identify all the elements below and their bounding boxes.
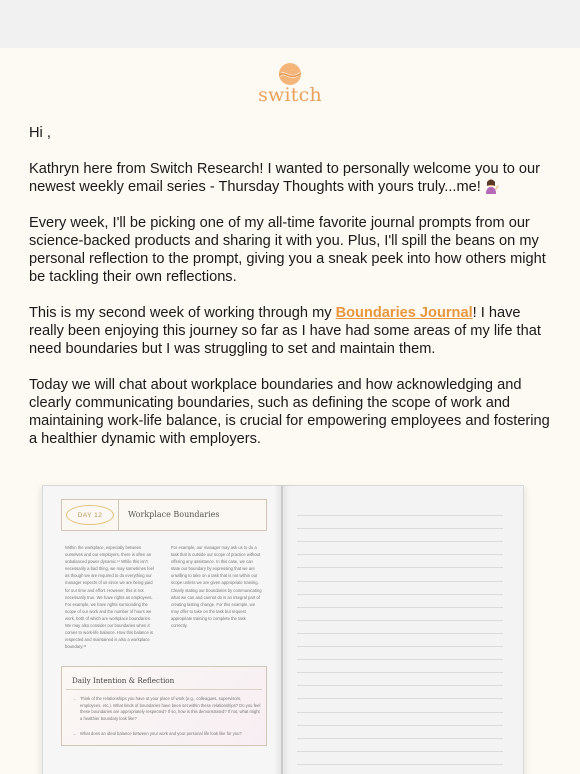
ruled-line	[297, 621, 503, 634]
email-body	[0, 48, 580, 774]
journal-spine	[274, 485, 290, 774]
email-text	[29, 124, 553, 466]
brand-name: switch	[258, 84, 322, 106]
ruled-line	[297, 582, 503, 595]
paragraph-journal	[29, 304, 553, 358]
ruled-line	[297, 726, 503, 739]
arrow-icon: →	[72, 696, 77, 701]
ruled-line	[297, 699, 503, 712]
brand-logo[interactable]	[0, 62, 580, 106]
reflection-box	[61, 666, 267, 746]
day-tag: DAY 12	[66, 505, 114, 525]
ruled-line	[297, 647, 503, 660]
ruled-line	[297, 516, 503, 529]
paragraph-today: Today we will chat about workplace boundaries and how acknowledging and clearly communicating boundaries, such as defining the scope of work and maintaining work-life balance, is crucial for empowering employees and fostering a healthier dynamic with employers.	[29, 377, 550, 447]
ruled-line	[297, 503, 503, 516]
paragraph-journal-start: This is my second week of working through my	[29, 305, 336, 321]
reflection-divider	[66, 689, 262, 690]
ruled-line	[297, 595, 503, 608]
ruled-line	[297, 739, 503, 752]
top-bar	[0, 0, 580, 48]
journal-image	[42, 485, 524, 774]
paragraph-weekly: Every week, I'll be picking one of my all-time favorite journal prompts from our science-backed products and sharing it with you. Plus, I'll spill the beans on my personal reflection to the prompt, giving you a sneak peek into how others might be tackling their own reflections.	[29, 215, 546, 285]
ruled-line	[297, 542, 503, 555]
ruled-line	[297, 634, 503, 647]
paragraph-intro	[29, 160, 553, 196]
ruled-line	[297, 660, 503, 673]
paragraph-journal-end: ! I have really been enjoying this journey so far as I have had some areas of my life that need boundaries but I was struggling to set and maintain them.	[29, 305, 541, 357]
greeting: Hi ,	[29, 125, 51, 141]
journal-column-left: Within the workplace, especially between ourselves and our employers, there is often an unbalanced power dynamic.¹² While this isn't necessarily a bad thing, we may sometimes feel as though we are required to do everything our manager expects of us since we are being paid for our time and effort. However, this is not necessarily true. We have rights as employees. For example, we have rights surrounding the scope of our work and the number of hours we work, both of which are workplace boundaries. We may also consider our boundaries when it comes to work-life balance. How this balance is respected and maintained is also a workplace boundary.¹³	[65, 545, 154, 650]
reflection-prompt-text: Think of the relationships you have at your place of work (e.g., colleagues, supervisors, employees, etc.). What kinds of boundaries have been set within these relationships? Do you feel these boundaries are appropriately respected? If so, how is this demonstrated? If not, what might a healthier boundary look like?	[80, 696, 261, 721]
switch-logo-icon	[278, 62, 302, 86]
ruled-line	[297, 555, 503, 568]
reflection-prompt	[72, 731, 262, 738]
journal-header	[61, 499, 267, 531]
ruled-line	[297, 713, 503, 726]
arrow-icon: →	[72, 731, 77, 736]
ruled-line	[297, 752, 503, 765]
journal-column-right: For example, our manager may ask us to do a task that is outside our scope of practice without offering any assistance. In this case, we can state our boundary by expressing that we are unwilling to take on a task that is not within our scope unless we are given appropriate training. Clearly stating our boundaries by communicating what we can and cannot do is an integral part of creating lasting change. For this example, we may offer to take on the task but request appropriate training to complete the task correctly.	[171, 545, 262, 629]
paragraph-intro-text: Kathryn here from Switch Research! I wanted to personally welcome you to our newest weekly email series - Thursday Thoughts with yours truly...me!	[29, 161, 541, 195]
journal-left-page	[42, 485, 282, 774]
ruled-line	[297, 686, 503, 699]
header-divider	[118, 500, 119, 530]
journal-title: Workplace Boundaries	[128, 510, 220, 519]
reflection-prompt-text: What does an ideal balance between your work and your personal life look like for you?	[80, 731, 242, 736]
reflection-title: Daily Intention & Reflection	[72, 676, 175, 685]
ruled-line	[297, 568, 503, 581]
boundaries-journal-link[interactable]: Boundaries Journal	[335, 305, 473, 321]
ruled-line	[297, 529, 503, 542]
ruled-line	[297, 608, 503, 621]
reflection-prompt	[72, 696, 262, 722]
journal-right-page	[282, 485, 524, 774]
ruled-line	[297, 673, 503, 686]
ruled-lines	[297, 503, 503, 765]
woman-tipping-hand-emoji-icon	[485, 178, 499, 194]
